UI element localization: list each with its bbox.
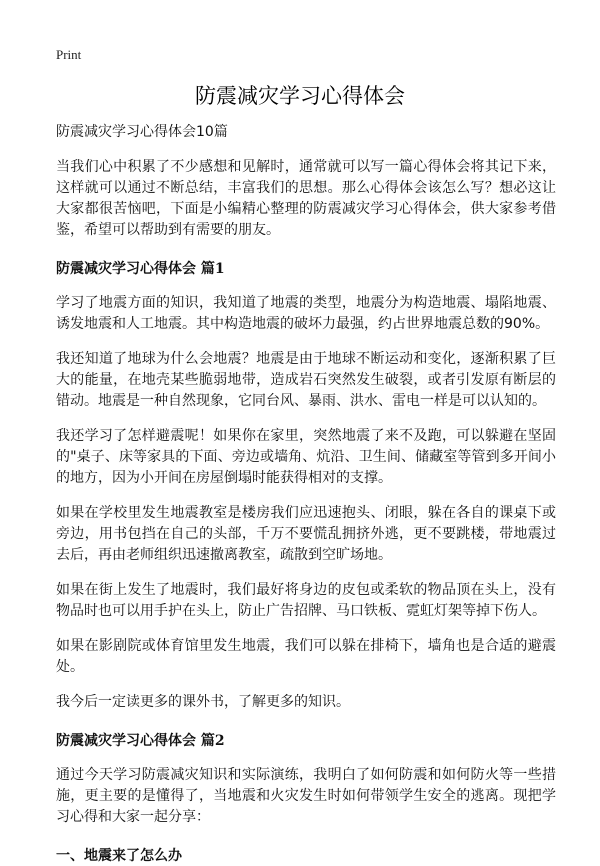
intro-paragraph: 当我们心中积累了不少感想和见解时，通常就可以写一篇心得体会将其记下来，这样就可以通过不断总结，丰富我们的思想。那么心得体会该怎么写？想必这让大家都很苦恼吧，下面是小编精心整理的防震减灾学习心得体会，供大家参考借鉴，希望可以帮助到有需要的朋友。 (56, 159, 556, 238)
section-heading-2: 防震减灾学习心得体会 篇2 (56, 733, 225, 749)
section-1-paragraph: 我今后一定读更多的课外书，了解更多的知识。 (56, 694, 350, 710)
section-1-paragraph: 如果在学校里发生地震教室是楼房我们应迅速抱头、闭眼，躲在各自的课桌下或旁边，用书包挡在自己的头部，千万不要慌乱拥挤外逃，更不要跳楼，带地震过去后，再由老师组织迅速撤离教室，疏散到空旷场地。 (56, 505, 556, 563)
page-title: 防震减灾学习心得体会 (195, 84, 405, 108)
sub-heading: 一、地震来了怎么办 (56, 848, 182, 864)
section-1-paragraph: 如果在街上发生了地震时，我们最好将身边的皮包或柔软的物品顶在头上，没有物品时也可以用手护在头上，防止广告招牌、马口铁板、霓虹灯架等掉下伤人。 (56, 582, 556, 619)
document-body (56, 122, 556, 866)
section-1-paragraph: 我还学习了怎样避震呢！如果你在家里，突然地震了来不及跑，可以躲避在坚固的"桌子、床等家具的下面、旁边或墙角、炕沿、卫生间、储藏室等管到多开间小的地方，因为小开间在房屋倒塌时能获得相对的支撑。 (56, 428, 556, 486)
section-1-paragraph: 我还知道了地球为什么会地震？地震是由于地球不断运动和变化，逐渐积累了巨大的能量，在地壳某些脆弱地带，造成岩石突然发生破裂，或者引发原有断层的错动。地震是一种自然现象，它同台风、暴雨、洪水、雷电一样是可以认知的。 (56, 351, 556, 409)
section-heading-1: 防震减灾学习心得体会 篇1 (56, 261, 225, 277)
section-1-paragraph: 学习了地震方面的知识，我知道了地震的类型，地震分为构造地震、塌陷地震、诱发地震和人工地震。其中构造地震的破坏力最强，约占世界地震总数的90%。 (56, 295, 556, 332)
document-subtitle: 防震减灾学习心得体会10篇 (56, 124, 228, 140)
section-1-paragraph: 如果在影剧院或体育馆里发生地震，我们可以躲在排椅下，墙角也是合适的避震处。 (56, 638, 556, 675)
print-link[interactable]: Print (56, 47, 82, 62)
section-2-paragraph: 通过今天学习防震减灾知识和实际演练，我明白了如何防震和如何防火等一些措施，更主要的是懂得了，当地震和火灾发生时如何带领学生安全的逃离。现把学习心得和大家一起分享： (56, 767, 556, 825)
